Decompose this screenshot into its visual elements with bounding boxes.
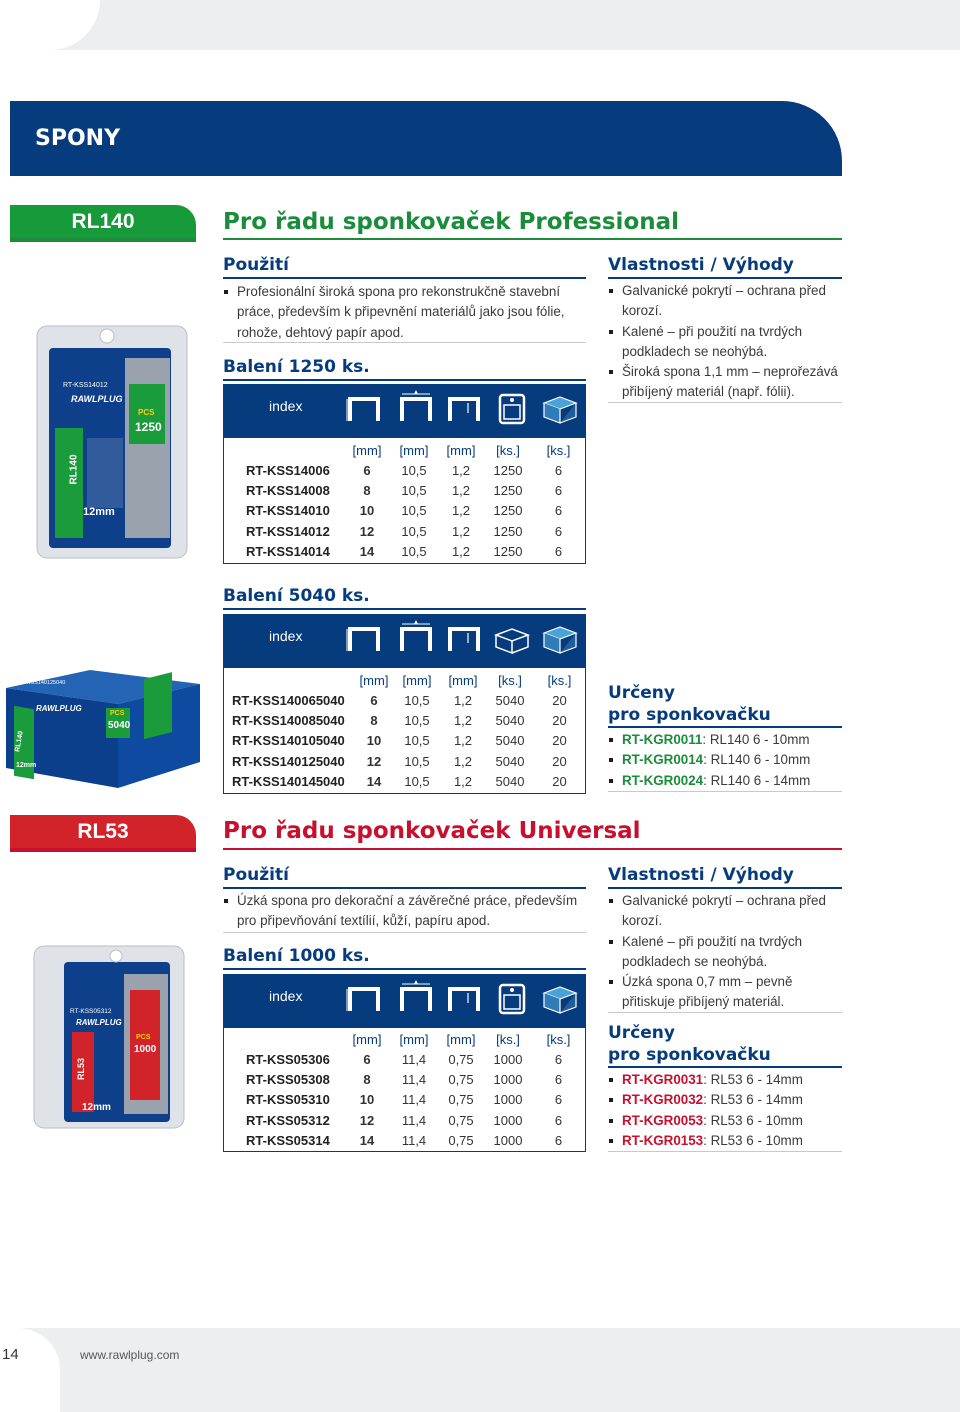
for-item bbox=[608, 771, 842, 791]
section-heading-rl53: Pro řadu sponkovaček Universal bbox=[223, 818, 641, 844]
props-title: Vlastnosti / Výhody bbox=[608, 255, 794, 275]
unit-width: [mm] bbox=[402, 672, 432, 688]
package-model: RL53 bbox=[76, 1057, 87, 1081]
pack-qty: 1250 bbox=[493, 483, 523, 499]
width: 10,5 bbox=[401, 462, 427, 478]
index-header bbox=[223, 384, 586, 438]
box-count: 5040 bbox=[108, 720, 131, 731]
table-row bbox=[224, 751, 585, 771]
for-item bbox=[608, 730, 842, 750]
staple-thickness-icon bbox=[444, 389, 484, 427]
usage-end-rule bbox=[223, 932, 586, 933]
for-title bbox=[608, 682, 771, 726]
for-end-rule bbox=[608, 1151, 842, 1152]
table-row bbox=[224, 1049, 585, 1069]
pack-qty: 1250 bbox=[493, 462, 523, 478]
package-size: 12mm bbox=[82, 1102, 111, 1113]
props-list bbox=[608, 281, 842, 403]
box-qty: 6 bbox=[554, 1092, 563, 1108]
thickness: 1,2 bbox=[453, 753, 473, 769]
height: 10 bbox=[359, 503, 375, 519]
pack-qty: 1000 bbox=[493, 1072, 523, 1088]
thickness: 1,2 bbox=[451, 523, 471, 539]
props-item: Úzká spona 0,7 mm – pevně přitiskuje přibíjený materiál. bbox=[608, 972, 842, 1013]
usage-list bbox=[223, 891, 583, 932]
product-code: RT-KSS140125040 bbox=[232, 753, 345, 769]
box-qty: 6 bbox=[554, 1072, 563, 1088]
box-qty: 6 bbox=[554, 503, 563, 519]
product-code: RT-KSS140145040 bbox=[232, 774, 345, 790]
table-row bbox=[224, 690, 585, 710]
pack-qty: 5040 bbox=[495, 692, 525, 708]
box-qty: 6 bbox=[554, 483, 563, 499]
for-list bbox=[608, 730, 842, 791]
props-item: Galvanické pokrytí – ochrana před korozí. bbox=[608, 891, 842, 932]
table-row bbox=[224, 1069, 585, 1089]
table-row bbox=[224, 480, 585, 500]
package-code: RT-KSS14012 bbox=[63, 382, 108, 389]
thickness: 0,75 bbox=[448, 1051, 474, 1067]
pack-qty: 5040 bbox=[495, 733, 525, 749]
thickness: 1,2 bbox=[451, 483, 471, 499]
product-code: RT-KSS14006 bbox=[246, 462, 330, 478]
stapler-code: RT-KGR0031 bbox=[622, 1072, 704, 1087]
stapler-code: RT-KGR0053 bbox=[622, 1112, 704, 1128]
carton-box-icon bbox=[540, 389, 580, 427]
thickness: 1,2 bbox=[451, 544, 471, 560]
for-item bbox=[608, 1070, 842, 1090]
thickness: 0,75 bbox=[448, 1112, 474, 1128]
product-code: RT-KSS140085040 bbox=[232, 713, 345, 729]
height: 14 bbox=[366, 774, 382, 790]
for-list bbox=[608, 1070, 842, 1151]
product-code: RT-KSS05308 bbox=[246, 1072, 330, 1088]
props-title: Vlastnosti / Výhody bbox=[608, 865, 794, 885]
for-title-line-2: pro sponkovačku bbox=[608, 1045, 771, 1065]
package-code: RT-KSS05312 bbox=[70, 1008, 112, 1015]
width: 10,5 bbox=[404, 774, 430, 790]
width: 10,5 bbox=[404, 733, 430, 749]
height: 8 bbox=[370, 713, 378, 729]
for-title-rule bbox=[608, 726, 842, 728]
stapler-code: RT-KGR0011 bbox=[622, 732, 703, 747]
unit-box: [ks.] bbox=[546, 1031, 571, 1047]
product-code: RT-KSS05314 bbox=[246, 1133, 330, 1149]
unit-pack: [ks.] bbox=[496, 442, 520, 458]
for-title-line-2: pro sponkovačku bbox=[608, 705, 771, 725]
pack-qty: 5040 bbox=[495, 713, 525, 729]
height: 10 bbox=[366, 733, 382, 749]
usage-list bbox=[223, 282, 583, 343]
height: 6 bbox=[363, 462, 371, 478]
table-row bbox=[224, 460, 585, 480]
usage-item: Úzká spona pro dekorační a závěrečné práce, především pro připevňování textílií, kůží, papíru apod. bbox=[223, 891, 583, 932]
pack-qty: 1250 bbox=[493, 523, 523, 539]
package-count: 1250 bbox=[135, 420, 162, 434]
pack-qty: 1250 bbox=[493, 544, 523, 560]
product-code: RT-KSS14008 bbox=[246, 483, 330, 499]
staple-width-icon bbox=[396, 619, 436, 657]
height: 6 bbox=[363, 1051, 371, 1067]
spec-table-rl140-1250 bbox=[223, 438, 586, 564]
product-code: RT-KSS14012 bbox=[246, 523, 330, 539]
props-end-rule bbox=[608, 1012, 842, 1013]
box-pcs: PCS bbox=[110, 710, 125, 717]
usage-item: Profesionální široká spona pro rekonstrukčně stavební práce, především k připevnění materiálů jako jsou fólie, rohože, dehtový papír apod. bbox=[223, 282, 583, 343]
product-tag-rl53 bbox=[10, 815, 196, 848]
unit-height: [mm] bbox=[352, 1031, 382, 1047]
blister-pack-icon bbox=[492, 979, 532, 1017]
usage-title: Použití bbox=[223, 865, 289, 885]
width: 11,4 bbox=[401, 1072, 427, 1088]
pack-qty: 5040 bbox=[495, 774, 525, 790]
staple-width-icon bbox=[396, 979, 436, 1017]
stapler-code: RT-KGR0153 bbox=[622, 1132, 704, 1148]
usage-end-rule bbox=[223, 342, 586, 343]
pack-qty: 1000 bbox=[493, 1051, 523, 1067]
for-title bbox=[608, 1022, 771, 1066]
box-qty: 20 bbox=[552, 713, 567, 729]
rawlplug-logo: RAWLPLUG bbox=[71, 394, 123, 404]
blister-pack-icon bbox=[492, 389, 532, 427]
spec-table-rl140-5040 bbox=[223, 668, 586, 794]
package-size: 12mm bbox=[83, 506, 115, 518]
height: 12 bbox=[359, 1112, 375, 1128]
stapler-spec: : RL53 6 - 14mm bbox=[703, 1072, 803, 1087]
for-item bbox=[608, 1090, 842, 1110]
props-list bbox=[608, 891, 842, 1013]
for-item bbox=[608, 750, 842, 770]
page-number: 14 bbox=[2, 1346, 19, 1363]
thickness: 1,2 bbox=[451, 503, 471, 519]
box-qty: 6 bbox=[554, 523, 563, 539]
product-code: RT-KSS05310 bbox=[246, 1092, 330, 1108]
stapler-spec: : RL140 6 - 10mm bbox=[703, 752, 811, 768]
unit-pack: [ks.] bbox=[496, 1031, 520, 1047]
index-label: index bbox=[269, 988, 303, 1004]
height: 14 bbox=[359, 1133, 375, 1149]
height: 8 bbox=[363, 1072, 371, 1088]
staple-height-icon bbox=[344, 979, 384, 1017]
unit-thickness: [mm] bbox=[448, 672, 478, 688]
height: 6 bbox=[370, 692, 378, 708]
thickness: 1,2 bbox=[453, 692, 473, 708]
pack-title: Balení 1250 ks. bbox=[223, 357, 370, 377]
table-row bbox=[224, 772, 585, 792]
product-code: RT-KSS05306 bbox=[246, 1051, 330, 1067]
for-title-line-1: Určeny bbox=[608, 683, 675, 703]
width: 11,4 bbox=[401, 1112, 427, 1128]
box-size: 12mm bbox=[16, 762, 37, 769]
thickness: 1,2 bbox=[453, 713, 473, 729]
props-end-rule bbox=[608, 402, 842, 403]
pack-title-rule bbox=[223, 608, 586, 610]
footer-bar bbox=[0, 1328, 960, 1412]
box-qty: 6 bbox=[554, 544, 563, 560]
stapler-spec: : RL140 6 - 10mm bbox=[702, 732, 810, 747]
staple-thickness-icon bbox=[444, 979, 484, 1017]
usage-title-rule bbox=[223, 277, 586, 279]
width: 10,5 bbox=[404, 713, 430, 729]
usage-title: Použití bbox=[223, 255, 289, 275]
box-qty: 20 bbox=[552, 753, 567, 769]
product-code: RT-KSS14010 bbox=[246, 503, 330, 519]
product-tag-label: RL140 bbox=[71, 209, 135, 233]
index-label: index bbox=[269, 398, 303, 414]
props-item: Kalené – při použití na tvrdých podkladech se neohýbá. bbox=[608, 322, 842, 363]
stapler-spec: : RL140 6 - 14mm bbox=[703, 772, 811, 788]
rawlplug-logo: RAWLPLUG bbox=[76, 1018, 122, 1027]
carton-box-icon bbox=[540, 619, 580, 657]
height: 10 bbox=[359, 1092, 375, 1108]
for-end-rule bbox=[608, 791, 842, 792]
width: 11,4 bbox=[401, 1051, 427, 1067]
spec-table-rl53-1000 bbox=[223, 1028, 586, 1152]
pack-title-rule bbox=[223, 968, 586, 970]
height: 14 bbox=[359, 544, 375, 560]
width: 11,4 bbox=[401, 1092, 427, 1108]
usage-title-rule bbox=[223, 887, 586, 889]
staple-thickness-icon bbox=[444, 619, 484, 657]
box-qty: 20 bbox=[552, 774, 567, 790]
unit-thickness: [mm] bbox=[446, 442, 476, 458]
stapler-code: RT-KGR0014 bbox=[622, 752, 704, 768]
package-model: RL140 bbox=[68, 454, 80, 485]
unit-box: [ks.] bbox=[546, 442, 571, 458]
pack-title: Balení 1000 ks. bbox=[223, 946, 370, 966]
box-qty: 20 bbox=[552, 733, 567, 749]
index-label: index bbox=[269, 628, 303, 644]
staple-height-icon bbox=[344, 619, 384, 657]
box-code: RT-KSS140125040 bbox=[18, 680, 66, 686]
table-header-row bbox=[224, 1029, 585, 1049]
props-item: Kalené – při použití na tvrdých podkladech se neohýbá. bbox=[608, 932, 842, 973]
width: 10,5 bbox=[404, 692, 430, 708]
pack-qty: 1250 bbox=[493, 503, 523, 519]
package-pcs: PCS bbox=[136, 1034, 151, 1041]
unit-height: [mm] bbox=[352, 442, 382, 458]
product-tag-label: RL53 bbox=[77, 819, 129, 843]
table-row bbox=[224, 542, 585, 562]
pack-qty: 5040 bbox=[495, 753, 525, 769]
product-code: RT-KSS05312 bbox=[246, 1112, 330, 1128]
props-title-rule bbox=[608, 277, 842, 279]
props-item: Galvanické pokrytí – ochrana před korozí. bbox=[608, 281, 842, 322]
thickness: 1,2 bbox=[451, 462, 471, 478]
thickness: 0,75 bbox=[448, 1133, 474, 1149]
height: 8 bbox=[363, 483, 371, 499]
product-package-image-rl140 bbox=[35, 298, 195, 560]
blister-package-illustration bbox=[35, 298, 195, 560]
width: 10,5 bbox=[401, 503, 427, 519]
table-header-row bbox=[224, 670, 585, 690]
props-title-rule bbox=[608, 887, 842, 889]
pack-title-rule bbox=[223, 379, 586, 381]
stapler-code: RT-KGR0032 bbox=[622, 1092, 704, 1108]
index-header bbox=[223, 974, 586, 1028]
table-row bbox=[224, 521, 585, 541]
unit-pack: [ks.] bbox=[498, 672, 522, 688]
width: 10,5 bbox=[404, 753, 430, 769]
table-row bbox=[224, 1131, 585, 1151]
box-qty: 6 bbox=[554, 1051, 563, 1067]
width: 10,5 bbox=[401, 523, 427, 539]
stapler-code: RT-KGR0024 bbox=[622, 772, 704, 788]
thickness: 0,75 bbox=[448, 1092, 474, 1108]
for-item bbox=[608, 1111, 842, 1131]
footer-url-link[interactable]: www.rawlplug.com bbox=[80, 1348, 180, 1362]
table-row bbox=[224, 1090, 585, 1110]
page-title: SPONY bbox=[35, 126, 121, 151]
table-row bbox=[224, 731, 585, 751]
table-row bbox=[224, 501, 585, 521]
carton-box-icon bbox=[540, 979, 580, 1017]
props-item: Široká spona 1,1 mm – neprořezává přibíjený materiál (např. fólii). bbox=[608, 362, 842, 403]
for-title-rule bbox=[608, 1066, 842, 1068]
pack-title: Balení 5040 ks. bbox=[223, 586, 370, 606]
thickness: 1,2 bbox=[453, 733, 473, 749]
table-row bbox=[224, 1110, 585, 1130]
top-decor-bar bbox=[0, 0, 960, 50]
width: 10,5 bbox=[401, 544, 427, 560]
box-model: RL140 bbox=[14, 730, 25, 753]
table-header-row bbox=[224, 440, 585, 460]
staple-height-icon bbox=[344, 389, 384, 427]
heading-rule bbox=[223, 848, 842, 850]
product-tag-rl140 bbox=[10, 205, 196, 238]
product-code: RT-KSS140065040 bbox=[232, 692, 345, 708]
stapler-spec: : RL53 6 - 10mm bbox=[703, 1132, 803, 1148]
for-item bbox=[608, 1131, 842, 1151]
box-qty: 6 bbox=[554, 1112, 563, 1128]
stapler-spec: : RL53 6 - 14mm bbox=[703, 1092, 803, 1108]
tag-underline bbox=[10, 238, 196, 242]
section-heading-rl140: Pro řadu sponkovaček Professional bbox=[223, 209, 680, 235]
box-pack-icon bbox=[492, 619, 532, 657]
thickness: 0,75 bbox=[448, 1072, 474, 1088]
unit-thickness: [mm] bbox=[446, 1031, 476, 1047]
height: 12 bbox=[366, 753, 382, 769]
table-row bbox=[224, 710, 585, 730]
pack-qty: 1000 bbox=[493, 1092, 523, 1108]
product-code: RT-KSS14014 bbox=[246, 544, 330, 560]
width: 10,5 bbox=[401, 483, 427, 499]
unit-width: [mm] bbox=[399, 1031, 429, 1047]
section-header-band bbox=[10, 101, 842, 176]
stapler-spec: : RL53 6 - 10mm bbox=[703, 1112, 803, 1128]
height: 12 bbox=[359, 523, 375, 539]
staple-width-icon bbox=[396, 389, 436, 427]
unit-box: [ks.] bbox=[547, 672, 572, 688]
unit-height: [mm] bbox=[359, 672, 389, 688]
unit-width: [mm] bbox=[399, 442, 429, 458]
rawlplug-logo: RAWLPLUG bbox=[36, 704, 82, 713]
width: 11,4 bbox=[401, 1133, 427, 1149]
product-code: RT-KSS140105040 bbox=[232, 733, 345, 749]
thickness: 1,2 bbox=[453, 774, 473, 790]
box-qty: 6 bbox=[554, 462, 563, 478]
product-package-image-rl53 bbox=[30, 942, 190, 1132]
heading-rule bbox=[223, 238, 842, 240]
index-header bbox=[223, 614, 586, 668]
product-box-image-rl140 bbox=[4, 664, 202, 792]
box-qty: 20 bbox=[552, 692, 567, 708]
package-count: 1000 bbox=[134, 1044, 157, 1055]
pack-qty: 1000 bbox=[493, 1133, 523, 1149]
box-qty: 6 bbox=[554, 1133, 563, 1149]
package-pcs: PCS bbox=[138, 408, 155, 417]
for-title-line-1: Určeny bbox=[608, 1023, 675, 1043]
pack-qty: 1000 bbox=[493, 1112, 523, 1128]
tag-underline bbox=[10, 848, 196, 852]
